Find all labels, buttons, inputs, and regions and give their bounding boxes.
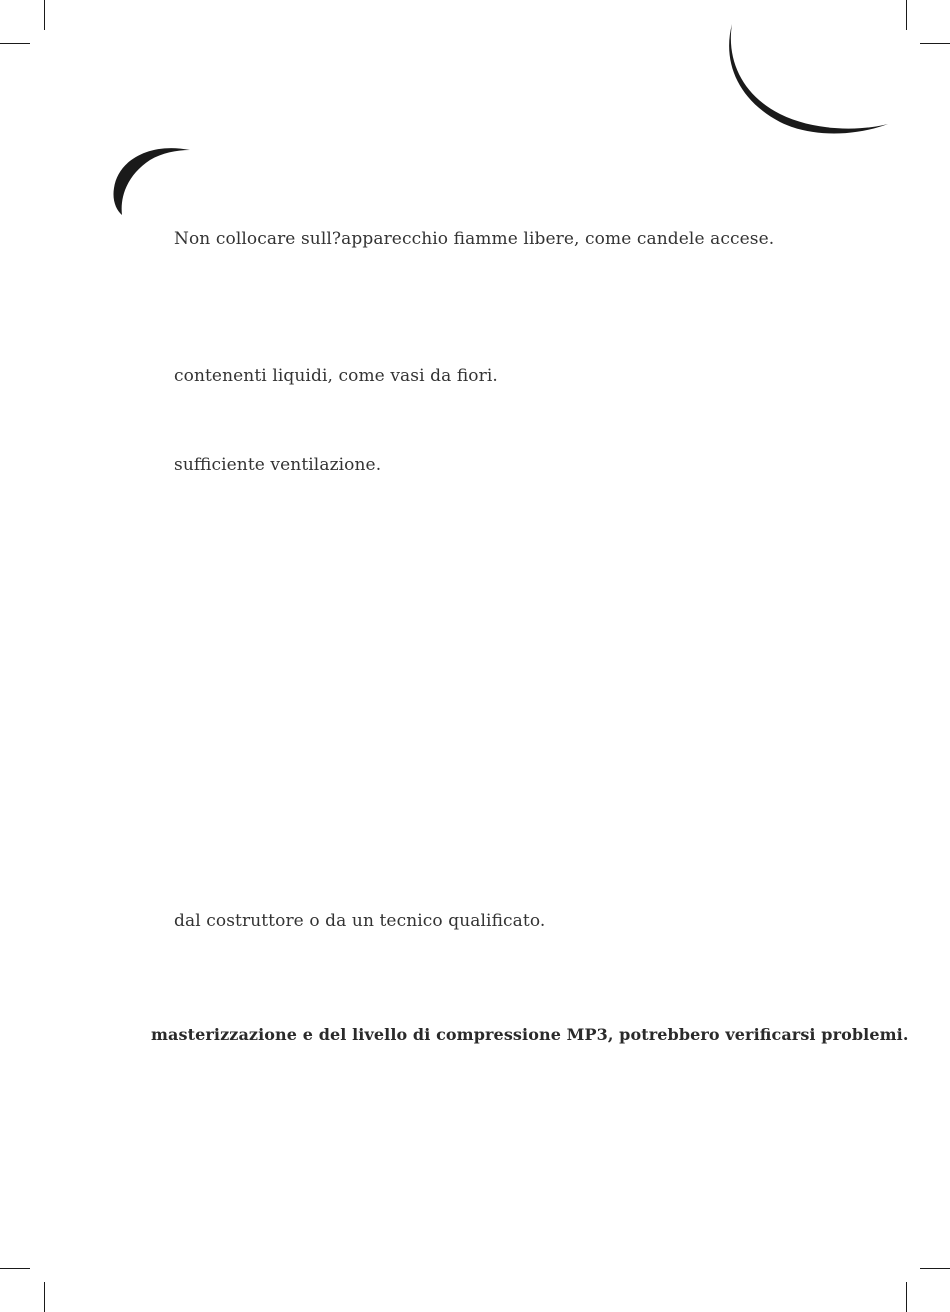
text-line-ventilation: suﬃciente ventilazione. [174, 455, 382, 475]
text-line-mp3-warning: masterizzazione e del livello di compressione MP3, potrebbero veriﬁcarsi problemi. [151, 1025, 909, 1044]
left-crescent-swoosh [113, 148, 190, 215]
text-line-technician: dal costruttore o da un tecnico qualiﬁcato. [174, 911, 546, 931]
text-line-liquids-warning: contenenti liquidi, come vasi da ﬁori. [174, 366, 498, 386]
right-crescent-swoosh [729, 24, 888, 134]
text-line-flames-warning: Non collocare sull?apparecchio ﬁamme libere, come candele accese. [174, 229, 775, 249]
